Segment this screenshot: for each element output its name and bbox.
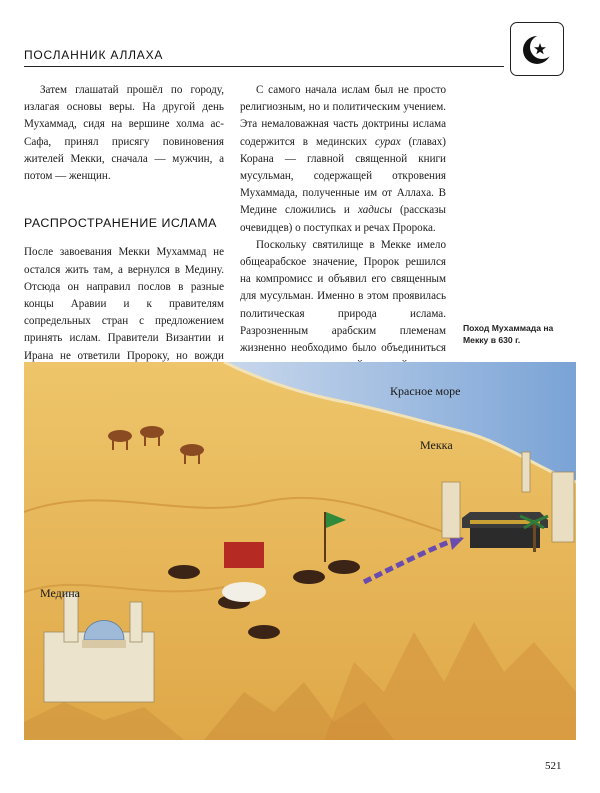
section-heading: РАСПРОСТРАНЕНИЕ ИСЛАМА xyxy=(24,216,217,231)
illustration-map xyxy=(24,362,576,740)
crescent-star-emblem xyxy=(510,22,564,76)
map-label-mecca: Мекка xyxy=(420,438,453,452)
left-paragraph-2: После завоевания Мекки Мухаммад не остался жить там, а вернулся в Медину. Отсюда он направил послов в разные концы Аравии и к правителям сопредельных стран с предложением принять ислам. Правители Византии и Ирана не ответили Пророку, но вожди xyxy=(24,246,224,362)
term-hadiths: хадисы xyxy=(357,204,392,217)
right-column xyxy=(240,82,446,392)
illustration-caption: Поход Мухаммада на Мекку в 630 г. xyxy=(463,323,554,345)
desert-illustration xyxy=(24,362,576,740)
map-label-medina: Медина xyxy=(40,586,80,600)
right-paragraph-2: Поскольку святилище в Мекке имело общеарабское значение, Пророк решился на компромисс и объявил его священным для мусульман. Именно в этом проявилась политическая природа ислама. Разрозненным арабским племенам жизненно необходимо было объединиться xyxy=(240,238,446,355)
map-label-red-sea: Красное море xyxy=(390,384,461,398)
right-paragraph-1-part-b: (главах) Корана — главной священной книги мусульман, содержащей откровения Мухаммада, полученные им от Аллаха. В Медине сложились и xyxy=(240,135,446,217)
right-paragraph-1 xyxy=(240,82,446,237)
page-number: 521 xyxy=(545,760,562,772)
term-suras: сурах xyxy=(375,135,401,148)
crescent-star-icon xyxy=(511,23,563,75)
left-paragraph-1: Затем глашатай прошёл по городу, излагая основы веры. На другой день Мухаммад, сидя на вершине холма ас-Сафа, принял присягу повиновения жителей Мекки, сначала — мужчин, а потом — женщин. xyxy=(24,84,224,183)
right-paragraph-1-part-a: С самого начала ислам был не просто религиозным, но и политическим учением. Эта немаловажная часть доктрины ислама содержится в мединских xyxy=(240,84,446,148)
header-rule xyxy=(24,66,504,67)
right-paragraph-1-part-c: (рассказы очевидцев) о поступках и речах Пророка. xyxy=(240,204,446,234)
running-header: ПОСЛАННИК АЛЛАХА xyxy=(24,48,164,62)
